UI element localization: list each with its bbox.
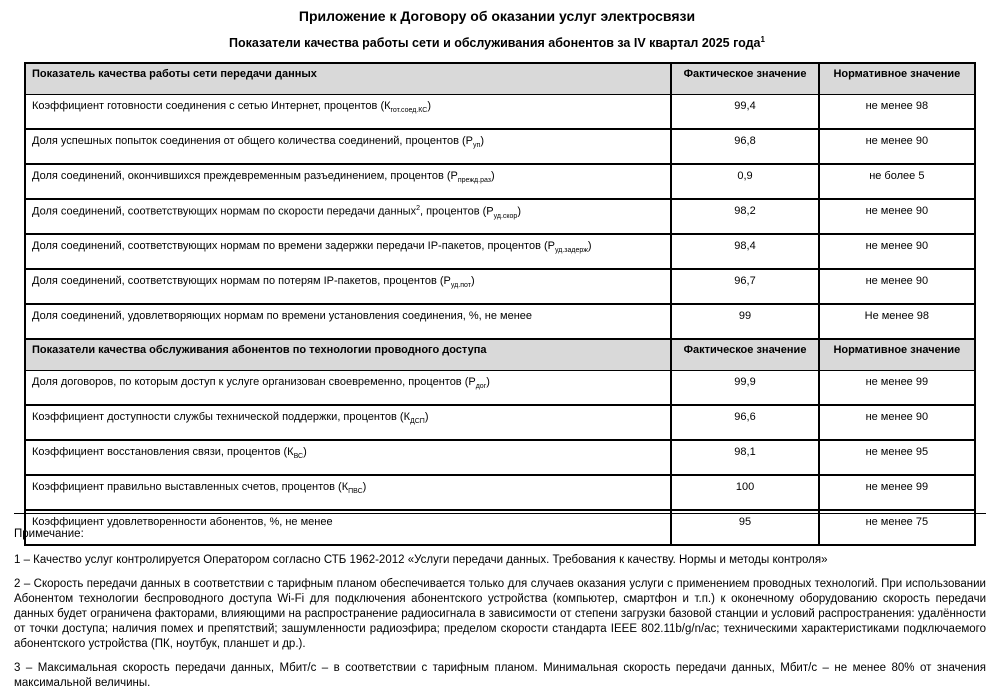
indicator-name-cell — [25, 199, 671, 234]
table-row — [25, 371, 975, 406]
indicator-text: Коэффициент восстановления связи, процентов (К — [32, 446, 294, 458]
indicator-text: Коэффициент удовлетворенности абонентов, %, не менее — [32, 516, 333, 528]
indicator-name-cell — [25, 129, 671, 164]
indicator-symbol-subscript: уд.пот — [450, 282, 471, 290]
table-row — [25, 440, 975, 475]
section1-col-actual: Фактическое значение — [671, 63, 818, 95]
indicator-text: Коэффициент правильно выставленных счетов, процентов (К — [32, 481, 349, 493]
actual-value-cell: 96,6 — [671, 405, 818, 440]
indicator-text: Доля соединений, соответствующих нормам по скорости передачи данных — [32, 205, 417, 218]
indicator-text-end: ) — [424, 411, 429, 423]
table-row — [25, 95, 975, 130]
actual-value-cell: 95 — [671, 510, 818, 545]
indicator-text-end: ) — [587, 240, 592, 252]
indicator-text-end: ) — [427, 100, 431, 112]
actual-value-cell: 99,9 — [671, 371, 818, 406]
indicator-text: Коэффициент доступности службы технической поддержки, процентов (К — [32, 411, 410, 423]
table-row — [25, 405, 975, 440]
actual-value-cell: 0,9 — [671, 164, 818, 199]
norm-value-cell: не менее 90 — [819, 129, 975, 164]
actual-value-cell: 98,4 — [671, 234, 818, 269]
notes-section — [14, 527, 986, 700]
table-row — [25, 475, 975, 510]
section2-header: Показатели качества обслуживания абонентов по технологии проводного доступа — [25, 339, 671, 371]
document-title: Приложение к Договору об оказании услуг электросвязи — [298, 8, 696, 24]
indicator-name-cell — [25, 371, 671, 406]
actual-value-cell: 100 — [671, 475, 818, 510]
indicator-text: Доля соединений, окончившихся преждевременным разъединением, процентов (Р — [32, 170, 458, 182]
norm-value-cell: не менее 95 — [819, 440, 975, 475]
indicator-name-cell — [25, 440, 671, 475]
indicator-text: Доля соединений, соответствующих нормам по потерям IP-пакетов, процентов (Р — [32, 275, 451, 287]
indicator-text-end: ) — [480, 135, 484, 147]
section2-col-actual: Фактическое значение — [671, 339, 818, 371]
norm-value-cell: не более 5 — [819, 164, 975, 199]
section1-header-row — [25, 63, 975, 95]
indicator-symbol-subscript: дог — [475, 383, 487, 391]
actual-value-cell: 99 — [671, 304, 818, 339]
indicator-name-cell — [25, 304, 671, 339]
section1-header: Показатель качества работы сети передачи данных — [25, 63, 671, 95]
table-row — [25, 234, 975, 269]
subtitle-footnote-mark: 1 — [760, 35, 765, 44]
indicator-text: Доля договоров, по которым доступ к услуге организован своевременно, процентов (Р — [32, 376, 476, 388]
indicator-footnote-mark: 2 — [416, 205, 420, 212]
indicator-text-end: ) — [362, 481, 367, 493]
norm-value-cell: не менее 99 — [819, 371, 975, 406]
indicator-symbol-subscript: уп — [473, 142, 481, 150]
indicator-symbol-subscript: ВС — [293, 453, 304, 461]
indicator-text: Коэффициент готовности соединения с сетью Интернет, процентов (К — [32, 100, 391, 112]
norm-value-cell: не менее 98 — [819, 95, 975, 130]
indicator-name-cell — [25, 234, 671, 269]
norm-value-cell: не менее 90 — [819, 269, 975, 304]
actual-value-cell: 96,8 — [671, 129, 818, 164]
indicator-text-end: ) — [470, 275, 475, 287]
indicator-name-cell — [25, 405, 671, 440]
actual-value-cell: 96,7 — [671, 269, 818, 304]
subtitle-text: Показатели качества работы сети и обслуживания абонентов за IV квартал 2025 года — [229, 36, 761, 51]
note-1: 1 – Качество услуг контролируется Оператором согласно СТБ 1962-2012 «Услуги передачи данных. Требования к качеству. Нормы и методы контроля» — [14, 554, 828, 566]
norm-value-cell: Не менее 98 — [819, 304, 975, 339]
norm-value-cell: не менее 90 — [819, 199, 975, 234]
notes-title: Примечание: — [14, 528, 84, 540]
table-row — [25, 269, 975, 304]
indicator-symbol-subscript: прежд.раз — [457, 177, 492, 185]
section2-col-norm: Нормативное значение — [819, 339, 975, 371]
table-row — [25, 199, 975, 234]
indicator-symbol-subscript: гот.соед.КС — [390, 107, 428, 115]
indicator-name-cell — [25, 475, 671, 510]
actual-value-cell: 99,4 — [671, 95, 818, 130]
indicator-text: Доля успешных попыток соединения от общего количества соединений, процентов (Р — [32, 135, 474, 147]
indicator-text-mid: , процентов (Р — [419, 205, 494, 218]
norm-value-cell: не менее 90 — [819, 405, 975, 440]
actual-value-cell: 98,1 — [671, 440, 818, 475]
indicator-text: Доля соединений, удовлетворяющих нормам по времени установления соединения, %, не менее — [32, 310, 533, 322]
section2-header-row — [25, 339, 975, 371]
indicator-text-end: ) — [517, 205, 521, 218]
notes-divider — [14, 513, 986, 514]
note-3: 3 – Максимальная скорость передачи данных, Мбит/с – в соответствии с тарифным планом. Минимальная скорость передачи данных, Мбит/с – не менее 80% от значения максимальной величины. — [14, 662, 986, 689]
table-row — [25, 304, 975, 339]
actual-value-cell: 98,2 — [671, 199, 818, 234]
table-row — [25, 164, 975, 199]
indicator-text-end: ) — [486, 376, 490, 388]
quality-indicators-table — [24, 62, 976, 546]
indicator-text-end: ) — [303, 446, 307, 458]
indicator-symbol-subscript: ДСП — [410, 418, 425, 426]
indicator-symbol-subscript: уд.скор — [493, 212, 518, 220]
norm-value-cell: не менее 99 — [819, 475, 975, 510]
indicator-name-cell — [25, 269, 671, 304]
indicator-symbol-subscript: уд.задерж — [554, 247, 588, 255]
norm-value-cell: не менее 75 — [819, 510, 975, 545]
indicator-text-end: ) — [491, 170, 495, 182]
indicator-name-cell — [25, 95, 671, 130]
norm-value-cell: не менее 90 — [819, 234, 975, 269]
indicator-symbol-subscript: ПВС — [348, 488, 363, 496]
document-subtitle — [0, 35, 994, 50]
indicator-name-cell — [25, 164, 671, 199]
note-2: 2 – Скорость передачи данных в соответствии с тарифным планом обеспечивается только для случаев оказания услуги с применением проводных технологий. При использовании Абонентом технологии беспроводного доступа Wi-Fi для подключения абонентского устройства (компьютер, смартфон и т.п.) к оконечному оборудованию скорость передачи данных будет ограничена факторами, влияющими на распространение радиосигнала в зависимости от степени загрузки базовой станции и условий распространения: удалённости от точки доступа; наличия помех и препятствий; зашумленности радиоэфира; пределом скорости стандарта IEEE 802.11b/g/n/ac; техническими характеристиками подключаемого абонентского устройства (ПК, ноутбук, планшет и др.). — [14, 578, 986, 650]
table-row — [25, 129, 975, 164]
indicator-text: Доля соединений, соответствующих нормам по времени задержки передачи IP-пакетов, процентов (Р — [32, 240, 555, 252]
section1-col-norm: Нормативное значение — [819, 63, 975, 95]
